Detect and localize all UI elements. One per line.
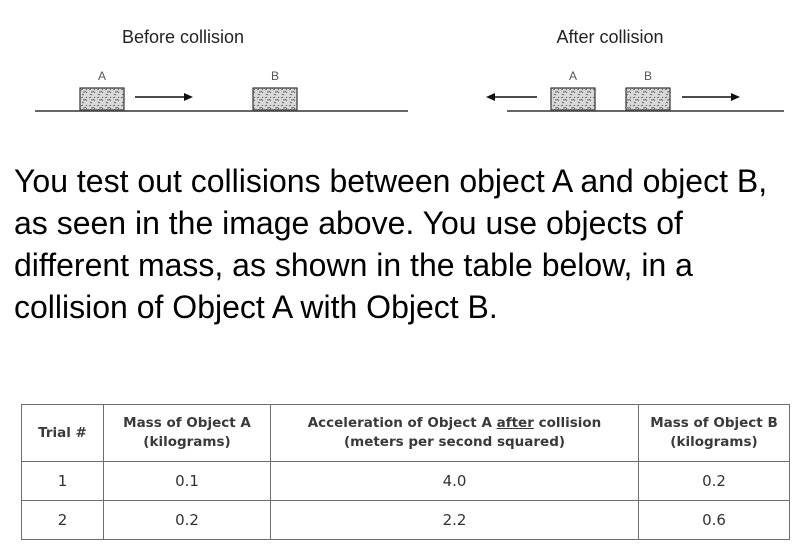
header-acceleration-a: Acceleration of Object A after collision (meters per second squared) <box>271 405 639 462</box>
trial-data-table <box>21 404 790 540</box>
before-object-a <box>80 88 124 110</box>
before-object-b <box>253 88 297 110</box>
table-header-row <box>22 405 790 462</box>
header-mass-b: Mass of Object B (kilograms) <box>639 405 790 462</box>
after-arrow-right-icon <box>682 93 740 101</box>
cell-trial: 1 <box>22 462 104 501</box>
table-row <box>22 462 790 501</box>
before-collision-title: Before collision <box>121 27 245 47</box>
header-mass-a: Mass of Object A (kilograms) <box>104 405 271 462</box>
collision-diagram <box>0 0 803 130</box>
after-arrow-left-icon <box>486 93 537 101</box>
after-label-a: A <box>568 69 578 83</box>
after-object-a <box>551 88 595 110</box>
before-label-b: B <box>270 69 280 83</box>
after-object-b <box>626 88 670 110</box>
cell-mass-a: 0.1 <box>104 462 271 501</box>
cell-acceleration-a: 4.0 <box>271 462 639 501</box>
before-arrow-right-icon <box>135 93 193 101</box>
after-label-b: B <box>643 69 653 83</box>
cell-acceleration-a: 2.2 <box>271 501 639 540</box>
cell-trial: 2 <box>22 501 104 540</box>
header-trial: Trial # <box>22 405 104 462</box>
before-label-a: A <box>97 69 107 83</box>
cell-mass-b: 0.2 <box>639 462 790 501</box>
question-prompt: You test out collisions between object A and object B, as seen in the image above. You use objects of different mass, as shown in the table below, in a collision of Object A with Object B. <box>14 163 768 325</box>
after-collision-title: After collision <box>556 27 664 47</box>
table-row <box>22 501 790 540</box>
cell-mass-a: 0.2 <box>104 501 271 540</box>
cell-mass-b: 0.6 <box>639 501 790 540</box>
